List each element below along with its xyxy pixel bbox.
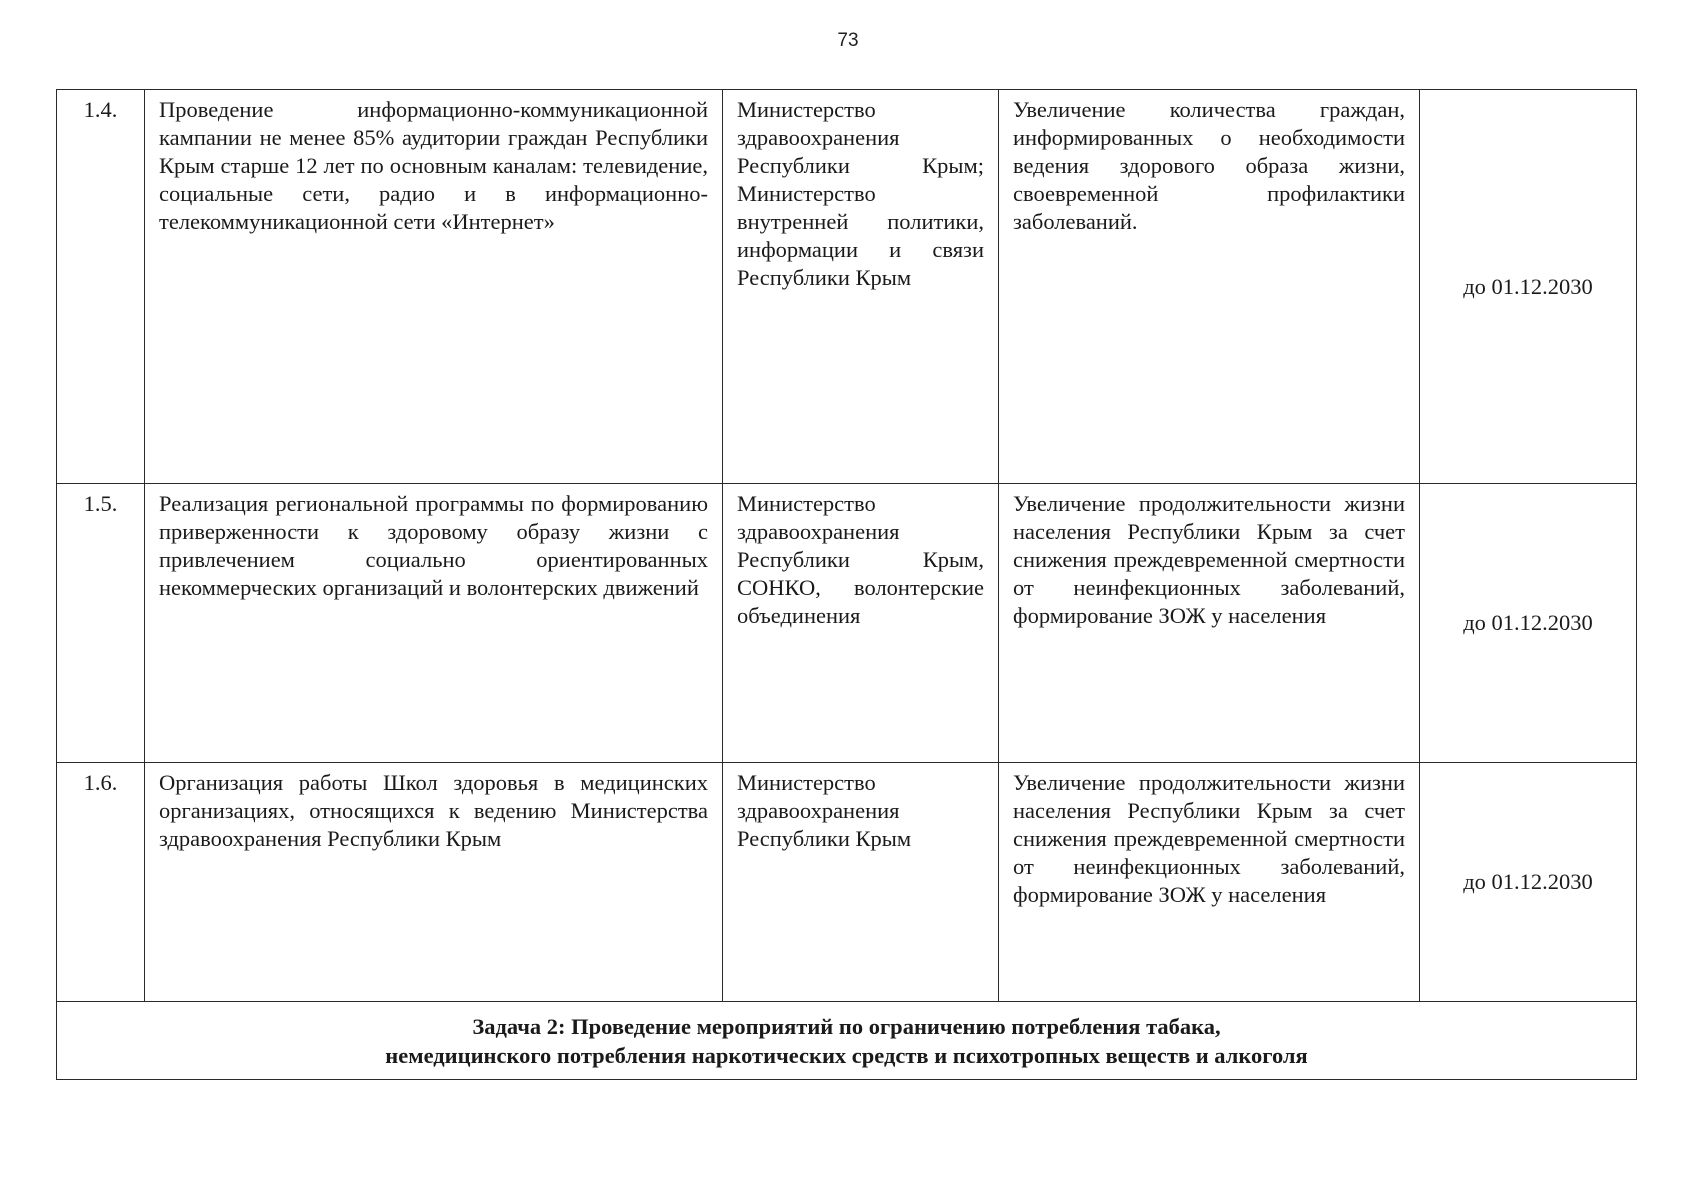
activities-table (56, 89, 1637, 1080)
page-number: 73 (837, 30, 859, 51)
result-cell: Увеличение продолжительности жизни населения Республики Крым за счет снижения преждевременной смертности от неинфекционных заболеваний, формирование ЗОЖ у населения (999, 763, 1420, 1002)
result-cell: Увеличение продолжительности жизни населения Республики Крым за счет снижения преждевременной смертности от неинфекционных заболеваний, формирование ЗОЖ у населения (999, 484, 1420, 763)
row-number: 1.4. (57, 90, 145, 484)
activity-cell: Проведение информационно-коммуникационной кампании не менее 85% аудитории граждан Республики Крым старше 12 лет по основным каналам: телевидение, социальные сети, радио и в информационно-телекоммуникационной сети «Интернет» (145, 90, 723, 484)
executor-cell: Министерство здравоохранения Республики Крым; Министерство внутренней политики, информации и связи Республики Крым (723, 90, 999, 484)
row-number: 1.5. (57, 484, 145, 763)
task-heading-row (57, 1002, 1637, 1080)
result-cell: Увеличение количества граждан, информированных о необходимости ведения здорового образа жизни, своевременной профилактики заболеваний. (999, 90, 1420, 484)
table-row (57, 763, 1637, 1002)
task-heading-line: немедицинского потребления наркотических средств и психотропных веществ и алкоголя (385, 1042, 1308, 1068)
activity-cell: Организация работы Школ здоровья в медицинских организациях, относящихся к ведению Министерства здравоохранения Республики Крым (145, 763, 723, 1002)
row-number: 1.6. (57, 763, 145, 1002)
table-row (57, 90, 1637, 484)
deadline-cell: до 01.12.2030 (1420, 484, 1637, 763)
deadline-cell: до 01.12.2030 (1420, 90, 1637, 484)
table-row (57, 484, 1637, 763)
deadline-cell: до 01.12.2030 (1420, 763, 1637, 1002)
task-heading-line: Задача 2: Проведение мероприятий по ограничению потребления табака, (472, 1013, 1221, 1039)
executor-cell: Министерство здравоохранения Республики Крым (723, 763, 999, 1002)
activity-cell: Реализация региональной программы по формированию приверженности к здоровому образу жизни с привлечением социально ориентированных некоммерческих организаций и волонтерских движений (145, 484, 723, 763)
task-heading (57, 1002, 1637, 1080)
executor-cell: Министерство здравоохранения Республики Крым, СОНКО, волонтерские объединения (723, 484, 999, 763)
